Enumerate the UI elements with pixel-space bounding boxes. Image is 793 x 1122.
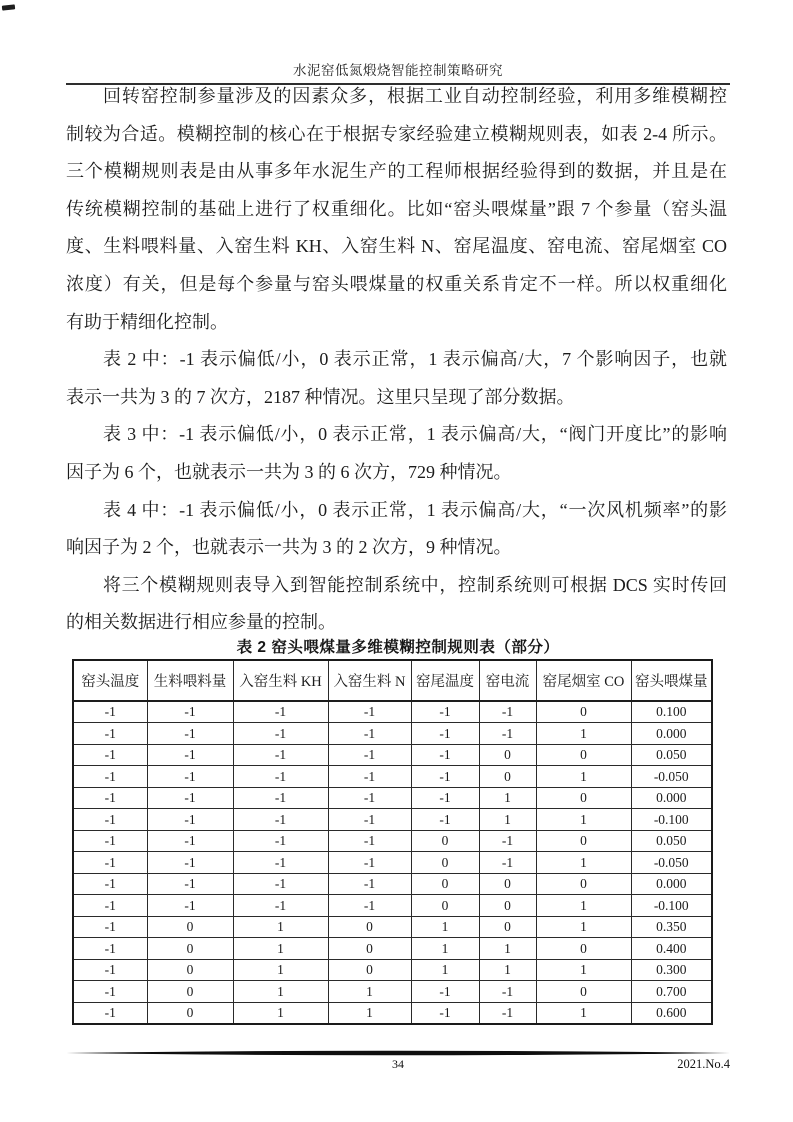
table-cell: -1 [147, 744, 233, 766]
table-cell: -1 [233, 852, 328, 874]
table-cell: 0.400 [631, 938, 712, 960]
table-cell: 0.100 [631, 701, 712, 723]
table-cell: 1 [536, 895, 631, 917]
table-cell: -1 [147, 723, 233, 745]
table-cell: 1 [233, 916, 328, 938]
table-row [73, 809, 712, 831]
table-cell: 0 [479, 916, 536, 938]
text-line: 表 2 中：-1 表示偏低/小，0 表示正常，1 表示偏高/大，7 个影响因子，也就 [103, 349, 727, 370]
table-cell: 1 [328, 1002, 411, 1024]
table-row [73, 1002, 712, 1024]
table-cell: 1 [479, 809, 536, 831]
table-row [73, 701, 712, 723]
table-cell: -1 [411, 701, 479, 723]
table-cell: 0.050 [631, 744, 712, 766]
table-row [73, 744, 712, 766]
table-cell: -0.100 [631, 895, 712, 917]
table-cell: 0 [147, 981, 233, 1003]
table-cell: 1 [233, 959, 328, 981]
table-row [73, 852, 712, 874]
table-row [73, 959, 712, 981]
table-cell: 1 [536, 1002, 631, 1024]
table-cell: 0.600 [631, 1002, 712, 1024]
table-cell: 0 [536, 938, 631, 960]
table-row [73, 787, 712, 809]
table-cell: 0.000 [631, 873, 712, 895]
table-cell: 1 [479, 959, 536, 981]
table-cell: -1 [73, 744, 147, 766]
table-cell: -1 [328, 787, 411, 809]
table-cell: -1 [328, 809, 411, 831]
table-cell: 0 [328, 959, 411, 981]
table-cell: 0.000 [631, 723, 712, 745]
table-row [73, 873, 712, 895]
table-cell: -1 [73, 830, 147, 852]
table-cell: 0 [411, 852, 479, 874]
text-line: 制较为合适。模糊控制的核心在于根据专家经验建立模糊规则表，如表 2-4 所示。 [66, 123, 727, 144]
table-cell: -1 [328, 723, 411, 745]
table-cell: -1 [73, 809, 147, 831]
text-line: 的相关数据进行相应参量的控制。 [66, 612, 336, 633]
table-header-row [73, 660, 712, 701]
table-cell: 1 [411, 938, 479, 960]
table-cell: 1 [536, 916, 631, 938]
table-cell: 0 [411, 895, 479, 917]
table-cell: 0 [536, 787, 631, 809]
page-number: 34 [392, 1057, 404, 1071]
column-header: 窑电流 [479, 660, 536, 701]
table-cell: 1 [328, 981, 411, 1003]
table-cell: -1 [233, 830, 328, 852]
table-cell: -1 [233, 723, 328, 745]
table-cell: 1 [536, 766, 631, 788]
journal-issue: 2021.No.4 [677, 1057, 730, 1071]
table-cell: -1 [73, 787, 147, 809]
table-cell: -1 [73, 701, 147, 723]
table-row [73, 766, 712, 788]
table-cell: -1 [411, 809, 479, 831]
text-line: 回转窑控制参量涉及的因素众多，根据工业自动控制经验，利用多维模糊控 [103, 86, 727, 106]
table-cell: 1 [233, 1002, 328, 1024]
table-cell: -0.100 [631, 809, 712, 831]
table-cell: 0.300 [631, 959, 712, 981]
text-line: 响因子为 2 个，也就表示一共为 3 的 2 次方，9 种情况。 [66, 537, 512, 558]
table-cell: -1 [233, 809, 328, 831]
table-cell: 0 [479, 744, 536, 766]
table-cell: -1 [73, 873, 147, 895]
text-line: 传统模糊控制的基础上进行了权重细化。比如“窑头喂煤量”跟 7 个参量（窑头温 [66, 198, 727, 219]
table-cell: 0 [411, 830, 479, 852]
text-line: 表 3 中：-1 表示偏低/小，0 表示正常，1 表示偏高/大，“阀门开度比”的影响 [103, 424, 727, 445]
table-cell: 1 [536, 809, 631, 831]
column-header: 入窑生料 KH [233, 660, 328, 701]
table-cell: -1 [328, 895, 411, 917]
table-cell: 0 [479, 873, 536, 895]
table-cell: -1 [73, 723, 147, 745]
table-cell: -0.050 [631, 766, 712, 788]
table-row [73, 723, 712, 745]
table-cell: 0 [411, 873, 479, 895]
table-row [73, 895, 712, 917]
text-line: 度、生料喂料量、入窑生料 KH、入窑生料 N、窑尾温度、窑电流、窑尾烟室 CO [66, 236, 727, 257]
column-header: 窑尾温度 [411, 660, 479, 701]
body-text [66, 78, 727, 642]
table-cell: -1 [147, 873, 233, 895]
table-cell: -1 [147, 830, 233, 852]
table-cell: 0 [147, 959, 233, 981]
table-cell: 0.350 [631, 916, 712, 938]
table-row [73, 981, 712, 1003]
table-cell: -1 [73, 895, 147, 917]
table-cell: -1 [147, 766, 233, 788]
table-cell: -1 [328, 744, 411, 766]
table-cell: 0 [147, 938, 233, 960]
text-line: 浓度）有关，但是每个参量与窑头喂煤量的权重关系肯定不一样。所以权重细化 [66, 273, 727, 294]
table-cell: -1 [233, 873, 328, 895]
table-cell: -1 [411, 1002, 479, 1024]
scan-artifact-mark [2, 4, 15, 10]
table-cell: 1 [479, 787, 536, 809]
text-line: 表示一共为 3 的 7 次方，2187 种情况。这里只呈现了部分数据。 [66, 386, 575, 407]
table-row [73, 916, 712, 938]
table-cell: 1 [536, 723, 631, 745]
table-cell: -1 [147, 895, 233, 917]
table-cell: 0.700 [631, 981, 712, 1003]
table-cell: 0 [536, 744, 631, 766]
text-line: 因子为 6 个，也就表示一共为 3 的 6 次方，729 种情况。 [66, 461, 512, 482]
table-cell: 0 [328, 938, 411, 960]
table-cell: 0 [536, 873, 631, 895]
table-cell: 0 [479, 766, 536, 788]
text-line: 三个模糊规则表是由从事多年水泥生产的工程师根据经验得到的数据，并且是在 [66, 161, 727, 182]
running-head-title: 水泥窑低氮煅烧智能控制策略研究 [293, 63, 503, 78]
table-cell: -1 [328, 873, 411, 895]
table-cell: -1 [73, 916, 147, 938]
table-cell: -1 [147, 701, 233, 723]
table-caption: 表 2 窑头喂煤量多维模糊控制规则表（部分） [236, 639, 560, 656]
table-cell: -1 [73, 852, 147, 874]
table-cell: 1 [411, 916, 479, 938]
table-cell: -1 [147, 787, 233, 809]
column-header: 窑尾烟室 CO [536, 660, 631, 701]
table-cell: -1 [73, 959, 147, 981]
column-header: 入窑生料 N [328, 660, 411, 701]
table-cell: -1 [233, 895, 328, 917]
table-cell: -1 [411, 766, 479, 788]
table-cell: 1 [233, 981, 328, 1003]
table-cell: 0 [536, 701, 631, 723]
table-cell: 1 [233, 938, 328, 960]
table-cell: 0 [536, 830, 631, 852]
table-cell: -1 [479, 1002, 536, 1024]
table-row [73, 830, 712, 852]
table-cell: -1 [479, 981, 536, 1003]
table-cell: -1 [233, 744, 328, 766]
table-cell: 0 [147, 1002, 233, 1024]
table-cell: 0 [147, 916, 233, 938]
column-header: 生料喂料量 [147, 660, 233, 701]
table-cell: 1 [536, 852, 631, 874]
table-cell: -0.050 [631, 852, 712, 874]
table-cell: 0.000 [631, 787, 712, 809]
table-cell: 0.050 [631, 830, 712, 852]
text-line: 表 4 中：-1 表示偏低/小，0 表示正常，1 表示偏高/大，“一次风机频率”的影 [103, 499, 727, 520]
table-cell: -1 [147, 852, 233, 874]
table-cell: 1 [479, 938, 536, 960]
table-cell: -1 [233, 766, 328, 788]
table-cell: -1 [328, 766, 411, 788]
footer-divider [66, 1049, 730, 1057]
table-cell: -1 [233, 787, 328, 809]
table-cell: -1 [411, 787, 479, 809]
table-cell: -1 [411, 723, 479, 745]
table-cell: -1 [147, 809, 233, 831]
table-cell: -1 [328, 830, 411, 852]
table-cell: 1 [536, 959, 631, 981]
table-cell: 0 [328, 916, 411, 938]
table-cell: -1 [73, 938, 147, 960]
table-row [73, 938, 712, 960]
table-cell: -1 [479, 701, 536, 723]
table-cell: -1 [73, 1002, 147, 1024]
table-cell: -1 [479, 830, 536, 852]
table-cell: 0 [536, 981, 631, 1003]
table-cell: -1 [73, 981, 147, 1003]
table-cell: -1 [411, 981, 479, 1003]
table-cell: 1 [411, 959, 479, 981]
table-cell: -1 [479, 723, 536, 745]
text-line: 将三个模糊规则表导入到智能控制系统中，控制系统则可根据 DCS 实时传回 [103, 574, 727, 595]
table-cell: -1 [73, 766, 147, 788]
table-cell: -1 [328, 852, 411, 874]
column-header: 窑头温度 [73, 660, 147, 701]
table-cell: -1 [411, 744, 479, 766]
table-cell: -1 [233, 701, 328, 723]
column-header: 窑头喂煤量 [631, 660, 712, 701]
table-cell: 0 [479, 895, 536, 917]
text-line: 有助于精细化控制。 [66, 311, 228, 332]
fuzzy-rules-table [72, 659, 713, 1025]
table-cell: -1 [479, 852, 536, 874]
table-cell: -1 [328, 701, 411, 723]
